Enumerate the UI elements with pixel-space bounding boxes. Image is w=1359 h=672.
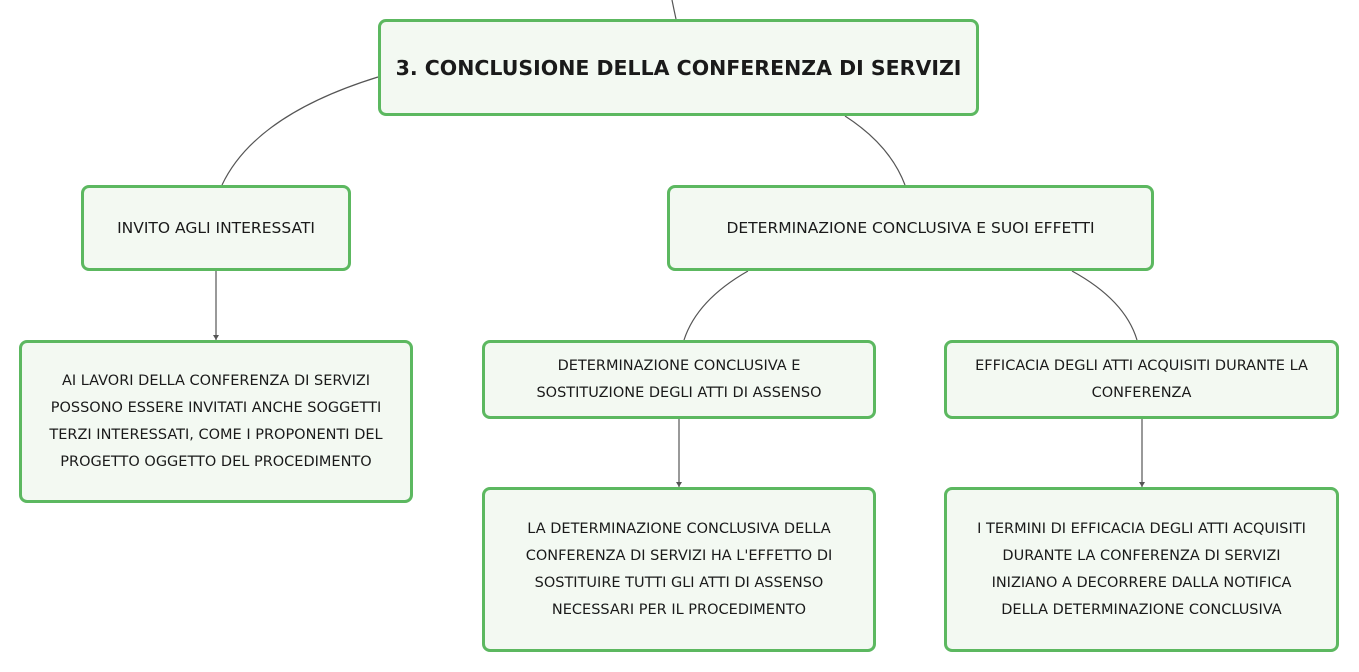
topic-invito-interessati[interactable]	[81, 185, 351, 271]
connector-parent-to-root	[672, 0, 676, 19]
efficacia-label-text	[975, 353, 1308, 407]
topic-determinazione-conclusiva[interactable]	[667, 185, 1154, 271]
text-line: EFFICACIA DEGLI ATTI ACQUISITI DURANTE LA	[975, 357, 1308, 374]
text-line: I TERMINI DI EFFICACIA DEGLI ATTI ACQUISITI	[977, 520, 1306, 537]
text-line: AI LAVORI DELLA CONFERENZA DI SERVIZI	[61, 372, 371, 389]
text-line: DETERMINAZIONE CONCLUSIVA E	[557, 357, 801, 374]
invito-detail-text	[49, 368, 382, 476]
subtopic-efficacia-detail[interactable]	[944, 487, 1339, 652]
subtopic-sostituzione-detail[interactable]	[482, 487, 876, 652]
text-line: NECESSARI PER IL PROCEDIMENTO	[551, 601, 807, 618]
text-line: SOSTITUIRE TUTTI GLI ATTI DI ASSENSO	[534, 574, 824, 591]
text-line: CONFERENZA	[1091, 384, 1192, 401]
subtopic-invito-detail[interactable]	[19, 340, 413, 503]
text-line: CONFERENZA DI SERVIZI HA L'EFFETTO DI	[525, 547, 833, 564]
subtopic-sostituzione-atti[interactable]	[482, 340, 876, 419]
text-line: DELLA DETERMINAZIONE CONCLUSIVA	[1001, 601, 1282, 618]
text-line: LA DETERMINAZIONE CONCLUSIVA DELLA	[527, 520, 831, 537]
sostituzione-detail-text	[526, 516, 833, 624]
connector-determinazione-to-sostituzione	[684, 271, 748, 340]
topic-invito-label: INVITO AGLI INTERESSATI	[117, 219, 315, 237]
subtopic-efficacia-atti[interactable]	[944, 340, 1339, 419]
sostituzione-label-text	[536, 353, 821, 407]
topic-determinazione-label: DETERMINAZIONE CONCLUSIVA E SUOI EFFETTI	[726, 219, 1095, 237]
text-line: SOSTITUZIONE DEGLI ATTI DI ASSENSO	[536, 384, 822, 401]
text-line: PROGETTO OGGETTO DEL PROCEDIMENTO	[60, 453, 372, 470]
root-topic-label: 3. CONCLUSIONE DELLA CONFERENZA DI SERVIZI	[395, 55, 962, 80]
connector-root-to-invito	[222, 77, 378, 185]
text-line: DURANTE LA CONFERENZA DI SERVIZI	[1002, 547, 1281, 564]
text-line: INIZIANO A DECORRERE DALLA NOTIFICA	[991, 574, 1292, 591]
efficacia-detail-text	[977, 516, 1306, 624]
text-line: TERZI INTERESSATI, COME I PROPONENTI DEL	[49, 426, 383, 443]
text-line: POSSONO ESSERE INVITATI ANCHE SOGGETTI	[50, 399, 382, 416]
connector-determinazione-to-efficacia	[1072, 271, 1137, 340]
connector-root-to-determinazione	[845, 116, 905, 185]
root-topic[interactable]	[378, 19, 979, 116]
